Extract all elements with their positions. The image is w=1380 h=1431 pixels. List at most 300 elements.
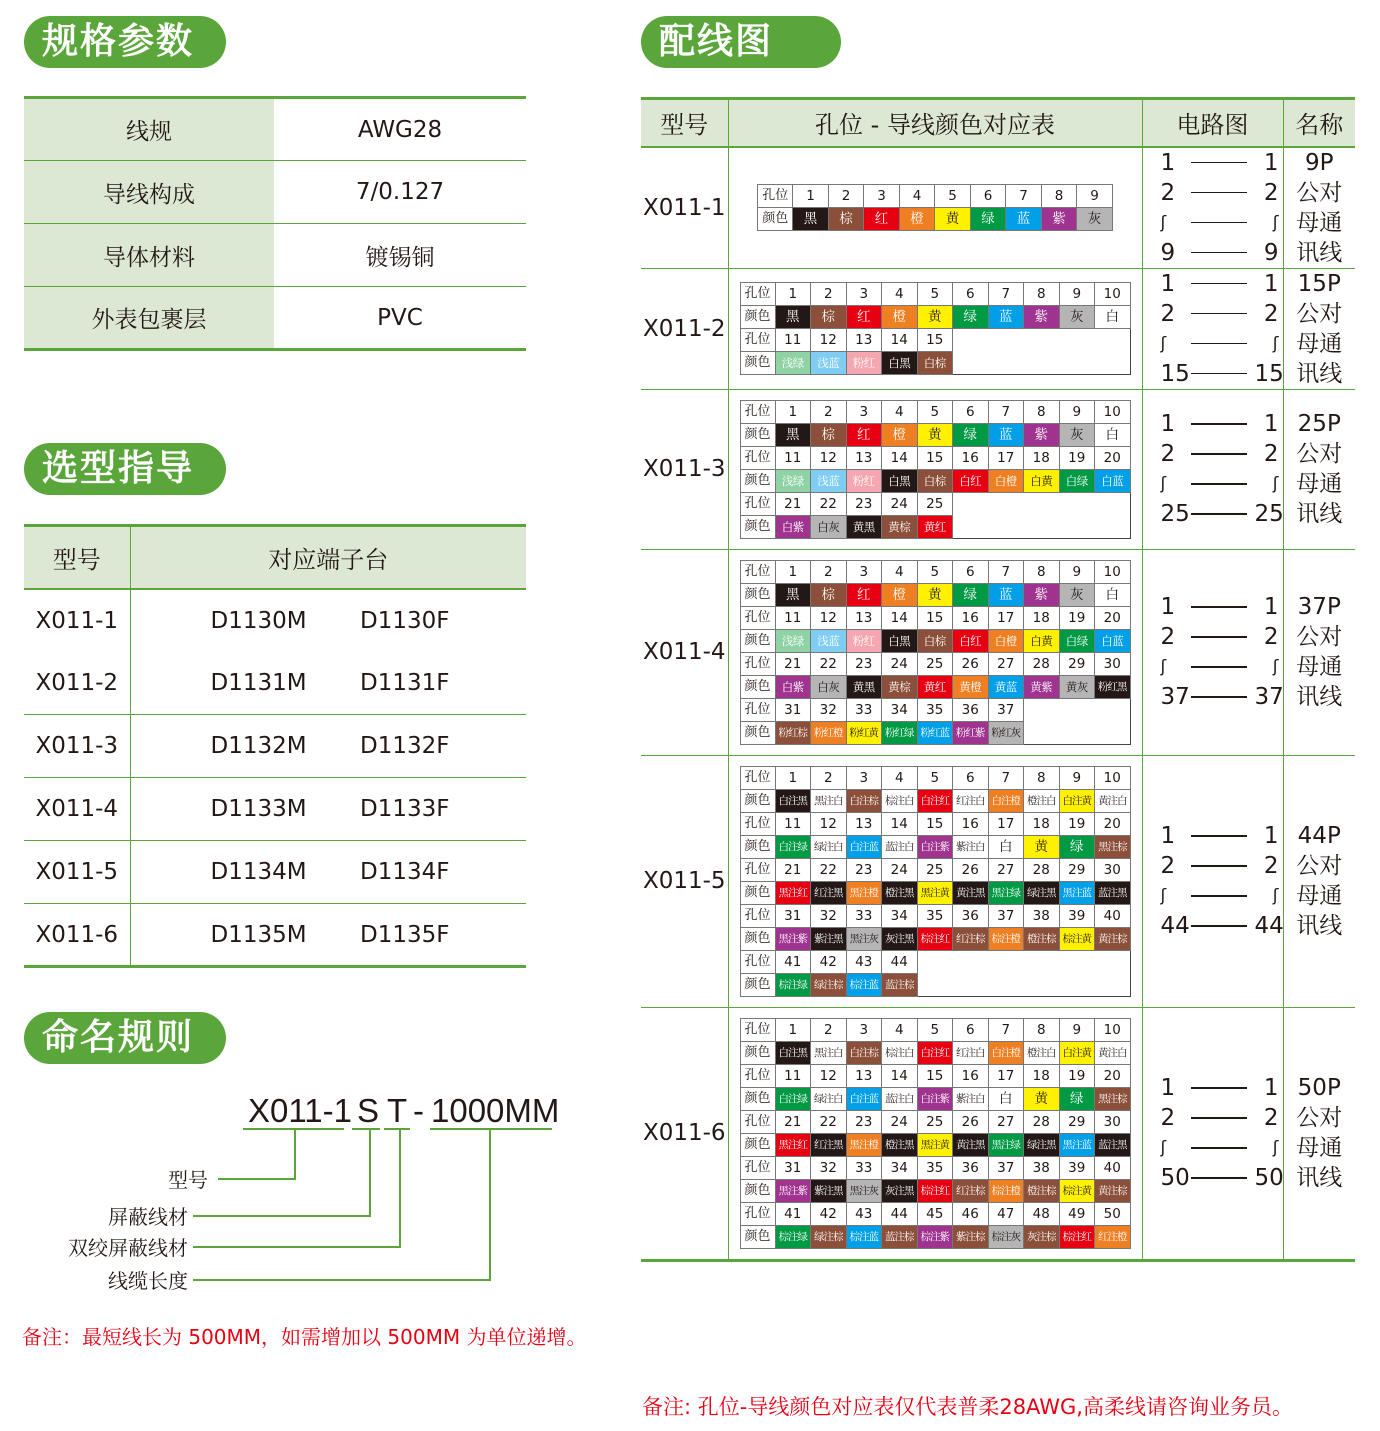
wire-color: 绿 xyxy=(970,208,1006,231)
wire-color: 粉红橙 xyxy=(811,721,847,744)
pin-number: 4 xyxy=(882,283,918,306)
wire-color: 绿注白 xyxy=(811,835,847,858)
pin-number: 10 xyxy=(1095,766,1131,789)
wire-color: 紫 xyxy=(1024,423,1060,446)
circuit-pin-b: 2 xyxy=(1263,624,1279,650)
wire-color: 绿 xyxy=(953,423,989,446)
wiring-map-cell xyxy=(728,1007,1142,1260)
circuit-pin-b: 1 xyxy=(1263,823,1279,849)
circuit-pin-a: 15 xyxy=(1160,360,1190,387)
circuit-pin-a: 44 xyxy=(1160,913,1190,939)
pin-number: 26 xyxy=(953,858,989,881)
pin-number: 1 xyxy=(775,560,811,583)
pin-number: 9 xyxy=(1059,1018,1095,1041)
empty-cell xyxy=(1024,973,1060,996)
pin-number: 36 xyxy=(953,1156,989,1179)
wire-color: 棕注蓝 xyxy=(846,973,882,996)
pin-number: 7 xyxy=(988,1018,1024,1041)
pin-number: 8 xyxy=(1024,1018,1060,1041)
color-label: 颜色 xyxy=(740,973,775,996)
circuit-line xyxy=(1161,821,1283,851)
wire-color: 白注黄 xyxy=(1059,1041,1095,1064)
wire-color: 黄红 xyxy=(917,675,953,698)
empty-cell xyxy=(953,329,989,352)
color-row xyxy=(740,1087,1130,1110)
wire-color: 浅蓝 xyxy=(811,629,847,652)
wiring-row xyxy=(641,389,1355,549)
wire-color: 红 xyxy=(864,208,900,231)
pin-number: 40 xyxy=(1095,1156,1131,1179)
pin-number: 13 xyxy=(846,1064,882,1087)
pin-number: 31 xyxy=(775,904,811,927)
circuit-pin-b: 1 xyxy=(1263,1075,1279,1101)
pin-number: 20 xyxy=(1095,446,1131,469)
empty-cell xyxy=(1059,973,1095,996)
pin-number: 44 xyxy=(882,1202,918,1225)
circuit-pin-a: 2 xyxy=(1160,1105,1176,1131)
guide-row xyxy=(24,589,526,652)
wire-color: 橙注白 xyxy=(1024,789,1060,812)
pin-number: 50 xyxy=(1095,1202,1131,1225)
wire-color: 绿 xyxy=(1059,1087,1095,1110)
pin-number: 11 xyxy=(775,1064,811,1087)
cable-name-line: 母通 xyxy=(1296,330,1343,357)
wire-color: 灰注棕 xyxy=(1024,1225,1060,1248)
wire-color: 紫 xyxy=(1024,583,1060,606)
circuit-pin-a: 37 xyxy=(1160,684,1190,710)
pin-number: 11 xyxy=(775,606,811,629)
empty-cell xyxy=(917,950,953,973)
empty-cell xyxy=(1059,352,1095,375)
color-row xyxy=(740,973,1130,996)
wire-color: 黑注灰 xyxy=(846,1179,882,1202)
circuit-line xyxy=(1161,682,1283,712)
pin-number: 20 xyxy=(1095,606,1131,629)
pin-number: 21 xyxy=(775,492,811,515)
pin-number: 2 xyxy=(811,766,847,789)
naming-part-twisted: T xyxy=(387,1092,408,1129)
circuit-wire xyxy=(1191,373,1247,375)
pin-number: 12 xyxy=(811,606,847,629)
empty-cell xyxy=(953,515,989,538)
circuit-line xyxy=(1161,911,1283,941)
wire-color: 白蓝 xyxy=(1095,469,1131,492)
pin-number: 17 xyxy=(988,812,1024,835)
empty-cell xyxy=(1059,329,1095,352)
circuit-pin-a: ʃ xyxy=(1160,1138,1167,1158)
spec-key: 线规 xyxy=(24,98,274,161)
wire-color: 黄蓝 xyxy=(988,675,1024,698)
pin-number: 4 xyxy=(882,766,918,789)
pin-number: 28 xyxy=(1024,652,1060,675)
wire-color: 白黑 xyxy=(882,469,918,492)
wire-color: 棕注黄 xyxy=(1059,927,1095,950)
circuit-wire xyxy=(1191,696,1247,698)
pin-label: 孔位 xyxy=(740,812,775,835)
empty-cell xyxy=(1024,352,1060,375)
empty-cell xyxy=(988,950,1024,973)
pin-row xyxy=(740,400,1130,423)
circuit-wire xyxy=(1191,1177,1247,1179)
pin-number: 25 xyxy=(917,652,953,675)
wire-color: 黑注黄 xyxy=(917,1133,953,1156)
cable-name-line: 讯线 xyxy=(1296,1165,1343,1191)
pin-color-table xyxy=(740,560,1131,745)
circuit-pin-a: 1 xyxy=(1160,270,1176,297)
pin-row xyxy=(740,1018,1130,1041)
wire-color: 白 xyxy=(1095,583,1131,606)
pin-number: 5 xyxy=(935,185,971,208)
cable-name-line: 讯线 xyxy=(1296,360,1343,387)
color-row xyxy=(740,835,1130,858)
pin-number: 15 xyxy=(917,329,953,352)
wire-color: 棕 xyxy=(811,583,847,606)
cable-name-line: 讯线 xyxy=(1296,501,1343,527)
color-row xyxy=(740,423,1130,446)
pin-number: 27 xyxy=(988,1110,1024,1133)
pin-row xyxy=(758,185,1113,208)
empty-cell xyxy=(988,352,1024,375)
color-row xyxy=(740,515,1130,538)
wire-color: 橙注黑 xyxy=(882,1133,918,1156)
empty-cell xyxy=(1024,698,1060,721)
cable-name-line: 公对 xyxy=(1296,624,1343,650)
empty-cell xyxy=(1095,492,1131,515)
wire-color: 白注绿 xyxy=(775,835,811,858)
circuit-pin-b: ʃ xyxy=(1272,657,1279,677)
empty-cell xyxy=(953,973,989,996)
circuit-wire xyxy=(1191,483,1247,485)
wire-color: 蓝注棕 xyxy=(882,1225,918,1248)
wire-color: 绿注棕 xyxy=(811,1225,847,1248)
guide-row xyxy=(24,778,526,841)
pin-number: 30 xyxy=(1095,858,1131,881)
color-row xyxy=(740,1041,1130,1064)
wire-color: 棕注绿 xyxy=(775,973,811,996)
wiring-map-cell xyxy=(728,268,1142,389)
guide-terminal-f: D1132F xyxy=(360,715,526,778)
wire-color: 浅蓝 xyxy=(811,352,847,375)
wire-color: 棕 xyxy=(811,306,847,329)
cable-pin-count: 37P xyxy=(1297,594,1341,620)
wire-color: 粉红 xyxy=(846,629,882,652)
wire-color: 白灰 xyxy=(811,675,847,698)
cable-pin-count: 15P xyxy=(1297,270,1341,297)
pin-number: 8 xyxy=(1041,185,1077,208)
wire-color: 棕注橙 xyxy=(988,1179,1024,1202)
circuit-line xyxy=(1161,652,1283,682)
circuit-pin-b: 1 xyxy=(1263,270,1279,297)
cable-name xyxy=(1283,755,1355,1007)
circuit-wire xyxy=(1191,252,1247,254)
spec-key: 导线构成 xyxy=(24,161,274,224)
circuit-wire xyxy=(1191,343,1247,345)
pin-number: 44 xyxy=(882,950,918,973)
wire-color: 橙 xyxy=(899,208,935,231)
wire-color: 黄注白 xyxy=(1095,789,1131,812)
guide-terminal-m: D1131M xyxy=(210,669,307,696)
wire-color: 紫注白 xyxy=(953,835,989,858)
wire-color: 白紫 xyxy=(775,515,811,538)
naming-label-shield: 屏蔽线材 xyxy=(108,1205,188,1229)
naming-diagram xyxy=(0,1085,640,1325)
cable-name-line: 母通 xyxy=(1296,654,1343,680)
circuit-pin-b: ʃ xyxy=(1272,333,1279,354)
pin-number: 37 xyxy=(988,698,1024,721)
naming-part-length: 1000MM xyxy=(431,1092,560,1129)
wire-color: 黑 xyxy=(775,306,811,329)
color-row xyxy=(740,789,1130,812)
pin-number: 14 xyxy=(882,606,918,629)
cable-name-line: 公对 xyxy=(1296,1105,1343,1131)
pin-number: 4 xyxy=(882,560,918,583)
circuit-pin-b: ʃ xyxy=(1272,212,1279,233)
wire-color: 黄注黑 xyxy=(953,1133,989,1156)
wire-color: 粉红灰 xyxy=(988,721,1024,744)
pin-number: 38 xyxy=(1024,904,1060,927)
naming-label-twisted: 双绞屏蔽线材 xyxy=(68,1236,188,1260)
circuit-line xyxy=(1161,469,1283,499)
pin-label: 孔位 xyxy=(740,698,775,721)
guide-terminal-f: D1131F xyxy=(360,669,450,696)
pin-number: 37 xyxy=(988,904,1024,927)
pin-row xyxy=(740,1110,1130,1133)
pin-number: 46 xyxy=(953,1202,989,1225)
guide-terminal-f: D1130F xyxy=(360,589,526,652)
wire-color: 白 xyxy=(1095,423,1131,446)
pin-number: 32 xyxy=(811,698,847,721)
wire-color: 黑注绿 xyxy=(988,1133,1024,1156)
wire-color: 红注棕 xyxy=(953,927,989,950)
circuit-pin-b: 37 xyxy=(1254,684,1284,710)
wire-color: 白蓝 xyxy=(1095,629,1131,652)
circuit-pin-a: 1 xyxy=(1160,823,1176,849)
wire-color: 黑注棕 xyxy=(1095,1087,1131,1110)
cable-name-line: 母通 xyxy=(1296,1135,1343,1161)
empty-cell xyxy=(1059,721,1095,744)
circuit-line xyxy=(1161,592,1283,622)
circuit-pin-a: 2 xyxy=(1160,853,1176,879)
pin-number: 3 xyxy=(846,1018,882,1041)
empty-cell xyxy=(988,329,1024,352)
guide-terminal-m: D1130M xyxy=(130,589,360,652)
cable-name-line: 公对 xyxy=(1296,441,1343,467)
wire-color: 白黑 xyxy=(882,352,918,375)
wire-color: 黄 xyxy=(1024,835,1060,858)
circuit-pin-b: 1 xyxy=(1263,149,1279,176)
wire-color: 粉红 xyxy=(846,469,882,492)
wire-color: 橙 xyxy=(882,423,918,446)
circuit-pin-b: 15 xyxy=(1254,360,1284,387)
wire-color: 白灰 xyxy=(811,515,847,538)
pin-number: 14 xyxy=(882,329,918,352)
wire-color: 白黄 xyxy=(1024,469,1060,492)
circuit-line xyxy=(1161,499,1283,529)
circuit-pin-a: 50 xyxy=(1160,1165,1190,1191)
wire-color: 黄 xyxy=(917,306,953,329)
circuit-pin-a: 1 xyxy=(1160,594,1176,620)
pin-number: 11 xyxy=(775,446,811,469)
pin-number: 36 xyxy=(953,698,989,721)
pin-number: 33 xyxy=(846,698,882,721)
circuit-wire xyxy=(1191,925,1247,927)
pin-number: 36 xyxy=(953,904,989,927)
color-label: 颜色 xyxy=(740,881,775,904)
wire-color: 紫注黑 xyxy=(811,1179,847,1202)
wiring-model: X011-6 xyxy=(641,1007,728,1260)
circuit-line xyxy=(1161,178,1283,208)
pin-number: 12 xyxy=(811,329,847,352)
pin-number: 9 xyxy=(1059,560,1095,583)
circuit-wire xyxy=(1191,636,1247,638)
guide-terminal-f: D1134F xyxy=(360,841,526,904)
naming-part-dash: - xyxy=(413,1092,424,1129)
wire-color: 红 xyxy=(846,423,882,446)
color-label: 颜色 xyxy=(740,927,775,950)
pin-label: 孔位 xyxy=(740,904,775,927)
wire-color: 棕注红 xyxy=(917,1179,953,1202)
pin-number: 20 xyxy=(1095,812,1131,835)
pin-row xyxy=(740,560,1130,583)
circuit-pin-a: 2 xyxy=(1160,441,1176,467)
wire-color: 紫注棕 xyxy=(953,1225,989,1248)
naming-label-model: 型号 xyxy=(168,1168,208,1192)
pin-row xyxy=(740,858,1130,881)
color-label: 颜色 xyxy=(740,423,775,446)
pin-number: 38 xyxy=(1024,1156,1060,1179)
circuit-pin-a: 25 xyxy=(1160,501,1190,527)
pin-row xyxy=(740,698,1130,721)
pin-number: 21 xyxy=(775,858,811,881)
pin-number: 1 xyxy=(793,185,829,208)
cable-name xyxy=(1283,268,1355,389)
color-row xyxy=(740,629,1130,652)
pin-number: 25 xyxy=(917,1110,953,1133)
wire-color: 白注紫 xyxy=(917,835,953,858)
wire-color: 黑注紫 xyxy=(775,927,811,950)
wire-color: 白棕 xyxy=(917,629,953,652)
cable-name-line: 讯线 xyxy=(1296,239,1343,266)
wire-color: 白注紫 xyxy=(917,1087,953,1110)
cable-name-line: 讯线 xyxy=(1296,913,1343,939)
circuit-pin-b: 2 xyxy=(1263,853,1279,879)
color-label: 颜色 xyxy=(740,721,775,744)
wire-color: 白 xyxy=(1095,306,1131,329)
guide-terminal-m: D1133M xyxy=(130,778,360,841)
circuit-pin-a: ʃ xyxy=(1160,657,1167,677)
circuit-pin-b: 50 xyxy=(1254,1165,1284,1191)
pin-number: 10 xyxy=(1095,400,1131,423)
wire-color: 黑注红 xyxy=(775,881,811,904)
guide-model: X011-2 xyxy=(24,652,130,715)
pin-label: 孔位 xyxy=(740,950,775,973)
pin-label: 孔位 xyxy=(740,560,775,583)
pin-number: 6 xyxy=(953,400,989,423)
pin-number: 34 xyxy=(882,698,918,721)
color-row xyxy=(740,1225,1130,1248)
pin-number: 32 xyxy=(811,904,847,927)
pin-number: 29 xyxy=(1059,858,1095,881)
pin-number: 7 xyxy=(988,560,1024,583)
pin-number: 21 xyxy=(775,652,811,675)
spec-row xyxy=(24,224,526,287)
circuit-diagram xyxy=(1142,755,1283,1007)
circuit-pin-a: ʃ xyxy=(1160,333,1167,354)
wire-color: 灰注黑 xyxy=(882,927,918,950)
pin-number: 3 xyxy=(846,766,882,789)
pin-row xyxy=(740,492,1130,515)
circuit-pin-b: 2 xyxy=(1263,441,1279,467)
wire-color: 红注白 xyxy=(953,789,989,812)
wire-color: 黄黑 xyxy=(846,675,882,698)
pin-number: 19 xyxy=(1059,1064,1095,1087)
empty-cell xyxy=(1059,950,1095,973)
wire-color: 灰注黑 xyxy=(882,1179,918,1202)
pin-number: 33 xyxy=(846,1156,882,1179)
wire-color: 黄注棕 xyxy=(1095,1179,1131,1202)
pin-number: 31 xyxy=(775,1156,811,1179)
pin-number: 1 xyxy=(775,766,811,789)
circuit-pin-a: 2 xyxy=(1160,179,1176,206)
circuit-pin-b: 2 xyxy=(1263,179,1279,206)
wire-color: 蓝 xyxy=(988,583,1024,606)
guide-table xyxy=(24,524,526,968)
pin-number: 24 xyxy=(882,858,918,881)
pin-number: 7 xyxy=(988,400,1024,423)
circuit-wire xyxy=(1191,1117,1247,1119)
pin-number: 15 xyxy=(917,812,953,835)
spec-section-title: 规格参数 xyxy=(24,16,226,68)
circuit-pin-b: ʃ xyxy=(1272,1138,1279,1158)
empty-cell xyxy=(1095,721,1131,744)
pin-number: 12 xyxy=(811,1064,847,1087)
spec-key: 导体材料 xyxy=(24,224,274,287)
pin-number: 17 xyxy=(988,606,1024,629)
pin-number: 15 xyxy=(917,446,953,469)
wire-color: 棕注绿 xyxy=(775,1225,811,1248)
cable-pin-count: 9P xyxy=(1304,149,1334,176)
wiring-header-circuit: 电路图 xyxy=(1142,99,1283,147)
pin-number: 1 xyxy=(775,1018,811,1041)
wire-color: 橙注白 xyxy=(1024,1041,1060,1064)
cable-name-line: 公对 xyxy=(1296,853,1343,879)
pin-row xyxy=(740,606,1130,629)
empty-cell xyxy=(1095,973,1131,996)
circuit-wire xyxy=(1191,423,1247,425)
pin-row xyxy=(740,766,1130,789)
wire-color: 白注红 xyxy=(917,789,953,812)
pin-number: 5 xyxy=(917,400,953,423)
wire-color: 蓝 xyxy=(988,306,1024,329)
wire-color: 白红 xyxy=(953,629,989,652)
pin-number: 30 xyxy=(1095,1110,1131,1133)
wire-color: 蓝 xyxy=(1006,208,1042,231)
pin-number: 22 xyxy=(811,492,847,515)
color-label: 颜色 xyxy=(740,515,775,538)
wire-color: 黄 xyxy=(1024,1087,1060,1110)
wire-color: 白注蓝 xyxy=(846,1087,882,1110)
guide-model: X011-5 xyxy=(24,841,130,904)
pin-label: 孔位 xyxy=(740,858,775,881)
pin-number: 11 xyxy=(775,812,811,835)
wire-color: 棕 xyxy=(828,208,864,231)
pin-color-table xyxy=(740,1018,1131,1249)
empty-cell xyxy=(953,492,989,515)
pin-color-table xyxy=(740,400,1131,539)
wire-color: 白注棕 xyxy=(846,1041,882,1064)
wire-color: 蓝注黑 xyxy=(1095,881,1131,904)
wire-color: 粉红绿 xyxy=(882,721,918,744)
